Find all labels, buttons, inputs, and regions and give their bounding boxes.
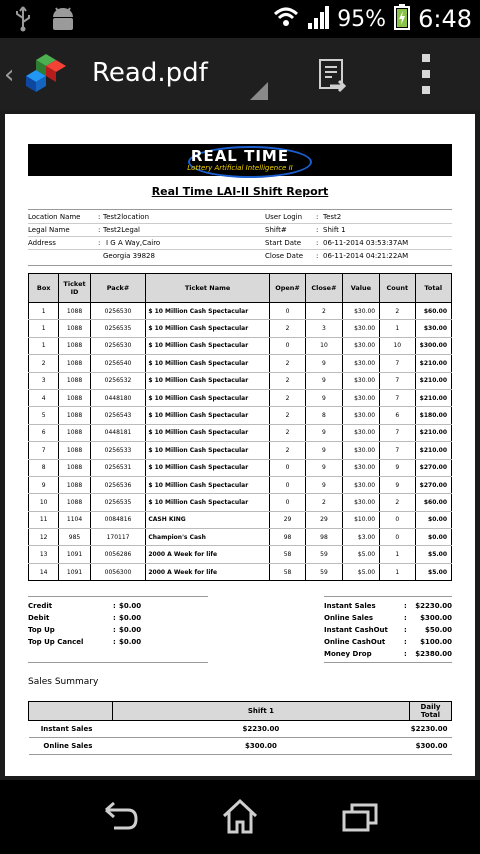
summary-value: $100.00 [420,638,452,646]
info-label: User Login [265,213,303,221]
summary-label: Credit [28,602,53,610]
cell: $30.00 [415,320,452,337]
cell: $210.00 [415,424,452,441]
info-value: 06-11-2014 04:21:22AM [323,252,409,260]
cell: 1 [380,320,415,337]
cell: $210.00 [415,442,452,459]
cell: 0256535 [90,494,146,511]
cell: 6 [380,407,415,424]
cell: 59 [306,546,342,563]
cell: $30.00 [342,372,379,389]
cell: 1088 [59,355,90,372]
document-title: Read.pdf [92,58,208,88]
cell: 14 [29,563,59,580]
cell: 9 [380,476,415,493]
share-document-icon[interactable] [312,56,352,96]
table-row [29,511,452,528]
cell: 2 [29,355,59,372]
table-row [29,721,452,738]
cell: $30.00 [342,442,379,459]
cell: 58 [269,563,305,580]
cell: 1 [380,563,415,580]
cell: $210.00 [415,372,452,389]
summary-value: $2380.00 [415,650,452,658]
cell: 0256533 [90,442,146,459]
cell: 7 [380,372,415,389]
summary-value: $300.00 [420,614,452,622]
cell: $2230.00 [112,721,409,738]
cell: 0056286 [90,546,146,563]
cell: $300.00 [415,337,452,354]
cell: $30.00 [342,459,379,476]
summary-label: Top Up [28,626,55,634]
cell: $30.00 [342,389,379,406]
table-row [29,738,452,755]
cell: $30.00 [342,320,379,337]
summary-value: $0.00 [119,602,142,610]
cell: $ 10 Million Cash Spectacular [146,442,269,459]
cell: 1088 [59,407,90,424]
recent-apps-icon[interactable] [340,798,380,836]
home-button-icon[interactable] [220,798,260,836]
row-label: Online Sales [29,738,113,755]
cell: 9 [29,476,59,493]
cell: 0256531 [90,459,146,476]
cell: 2 [380,303,415,320]
cell: 1 [29,337,59,354]
cell: 0448181 [90,424,146,441]
table-row [29,442,452,459]
cell: $300.00 [409,738,451,755]
info-label: Start Date [265,239,302,247]
cell: 59 [306,563,342,580]
cell: 7 [380,424,415,441]
summary-label: Top Up Cancel [28,638,84,646]
summary-label: Online CashOut [324,638,386,646]
cell: $2230.00 [409,721,451,738]
table-row [29,337,452,354]
info-value: Test2location [103,213,150,221]
table-row [29,476,452,493]
usb-icon [14,6,32,36]
cell: 1091 [59,563,90,580]
cell: 0084816 [90,511,146,528]
cell: 2 [269,372,305,389]
signal-icon [307,5,329,33]
navigation-bar [0,780,480,854]
cell: 0256530 [90,303,146,320]
column-header: Shift 1 [112,702,409,721]
cell: 7 [29,442,59,459]
cell: 1088 [59,476,90,493]
cell: 0 [269,459,305,476]
cell: 29 [306,511,342,528]
column-header: Total [415,274,452,303]
info-value: 06-11-2014 03:53:37AM [323,239,409,247]
battery-charging-icon [394,4,410,34]
clock: 6:48 [418,5,472,33]
info-label: Legal Name [28,226,70,234]
cell: 9 [306,355,342,372]
cell: 9 [306,389,342,406]
cell: 0256532 [90,372,146,389]
summary-value: $50.00 [424,626,452,634]
cell: 8 [306,407,342,424]
cell: 1088 [59,320,90,337]
summary-label: Online Sales [324,614,373,622]
cell: 0256536 [90,476,146,493]
cell: 10 [29,494,59,511]
title-dropdown-indicator-icon [250,82,268,100]
cell: 98 [306,529,342,546]
table-row [29,563,452,580]
cell: 2 [269,424,305,441]
cell: 1088 [59,389,90,406]
cell: 985 [59,529,90,546]
table-row [29,529,452,546]
pdf-viewer[interactable] [0,110,480,780]
cell: 0448180 [90,389,146,406]
cell: 0 [269,303,305,320]
cell: 1088 [59,459,90,476]
info-label: Address [28,239,56,247]
cell: 12 [29,529,59,546]
summary-value: $0.00 [119,614,142,622]
app-logo-icon[interactable] [22,50,70,98]
cell: 2000 A Week for life [146,563,269,580]
overflow-menu-icon[interactable] [420,54,432,94]
cell: 2 [380,494,415,511]
info-value: Shift 1 [323,226,346,234]
wifi-icon [273,6,299,32]
cell: 98 [269,529,305,546]
cell: 6 [29,424,59,441]
cell: 0 [380,529,415,546]
cell: Champion's Cash [146,529,269,546]
cell: 0256543 [90,407,146,424]
cell: $5.00 [415,546,452,563]
summary-label: Debit [28,614,50,622]
action-bar [0,38,480,110]
cell: 7 [380,442,415,459]
cell: $ 10 Million Cash Spectacular [146,494,269,511]
cell: $ 10 Million Cash Spectacular [146,372,269,389]
status-bar [0,0,480,38]
cell: 170117 [90,529,146,546]
cell: 9 [306,424,342,441]
column-header: Ticket Name [146,274,269,303]
table-header-row [29,702,452,721]
cell: 2 [269,320,305,337]
cell: 2 [306,303,342,320]
summary-label: Instant Sales [324,602,376,610]
summary-label: Money Drop [324,650,372,658]
summary-value: $0.00 [119,638,142,646]
cell: 10 [306,337,342,354]
cell: $ 10 Million Cash Spectacular [146,407,269,424]
info-value: Test2 [323,213,342,221]
logo-title: REAL TIME [190,147,290,165]
column-header: Box [29,274,59,303]
cell: 9 [306,442,342,459]
pdf-page [5,114,475,776]
cell: 5 [29,407,59,424]
cell: 2 [269,355,305,372]
table-row [29,372,452,389]
adjustments-summary: Credit : $0.00 Debit : $0.00 Top Up : $0.00 Top Up Cancel : $0.00 [28,596,208,663]
cell: $10.00 [342,511,379,528]
cell: $5.00 [415,563,452,580]
cell: 0056300 [90,563,146,580]
cell: $210.00 [415,389,452,406]
tickets-table [28,273,452,581]
cell: 1088 [59,442,90,459]
info-label: Location Name [28,213,81,221]
sales-summary-title: Sales Summary [28,677,99,687]
cell: $30.00 [342,337,379,354]
cell: 7 [380,389,415,406]
cell: $ 10 Million Cash Spectacular [146,424,269,441]
cell: $270.00 [415,476,452,493]
cell: $300.00 [112,738,409,755]
column-header: Count [380,274,415,303]
cell: 2 [269,407,305,424]
cell: 0 [269,337,305,354]
table-row [29,303,452,320]
cell: 2000 A Week for life [146,546,269,563]
row-label: Instant Sales [29,721,113,738]
cell: $5.00 [342,563,379,580]
table-row [29,407,452,424]
cell: $30.00 [342,476,379,493]
table-row [29,494,452,511]
cell: $0.00 [415,511,452,528]
cell: $210.00 [415,355,452,372]
table-row [29,320,452,337]
cell: $ 10 Million Cash Spectacular [146,459,269,476]
cell: 0256540 [90,355,146,372]
cell: $ 10 Million Cash Spectacular [146,303,269,320]
table-header-row [29,274,452,303]
summary-label: Instant CashOut [324,626,388,634]
cell: 1088 [59,337,90,354]
cell: 11 [29,511,59,528]
column-header: Daily Total [409,702,451,721]
table-row [29,389,452,406]
cell: $270.00 [415,459,452,476]
cell: $30.00 [342,407,379,424]
cell: 0 [380,511,415,528]
cell: $ 10 Million Cash Spectacular [146,389,269,406]
cell: $ 10 Million Cash Spectacular [146,337,269,354]
table-row [29,424,452,441]
table-row [29,355,452,372]
cell: 2 [269,389,305,406]
cell: 1 [29,320,59,337]
info-label: Shift# [265,226,287,234]
cell: 1088 [59,424,90,441]
cell: 1088 [59,494,90,511]
cell: $180.00 [415,407,452,424]
shift-info: Location Name : Test2location User Login : Test2 Legal Name : Test2Legal Shift# : Shift 1 Address : I G A Way,Cairo Start Date : 06-11-2014 03:53:37AM Georgia 39828 Close Date : 06-11-2014 04:21:22AM [28,209,452,266]
summary-value: $2230.00 [415,602,452,610]
cell: 3 [29,372,59,389]
cell: 0 [269,476,305,493]
cell: 58 [269,546,305,563]
table-row [29,459,452,476]
cell: $5.00 [342,546,379,563]
cell: 10 [380,337,415,354]
cell: $0.00 [415,529,452,546]
cell: 1 [380,546,415,563]
cell: 1088 [59,303,90,320]
cell: 0256535 [90,320,146,337]
cell: $30.00 [342,494,379,511]
sales-totals: Instant Sales : $2230.00 Online Sales : $300.00 Instant CashOut : $50.00 Online CashOut : $100.00 Money Drop : $2380.00 [324,596,452,663]
info-value: Test2Legal [103,226,140,234]
cell: $30.00 [342,355,379,372]
cell: 9 [306,372,342,389]
cell: $30.00 [342,424,379,441]
info-value: Georgia 39828 [103,252,155,260]
cell: $60.00 [415,303,452,320]
cell: 29 [269,511,305,528]
cell: 3 [306,320,342,337]
column-header: Open# [269,274,305,303]
table-row [29,546,452,563]
report-title: Real Time LAI-II Shift Report [151,185,329,198]
cell: $ 10 Million Cash Spectacular [146,355,269,372]
logo-banner [28,144,452,176]
cell: 1091 [59,546,90,563]
cell: 4 [29,389,59,406]
info-label: Close Date [265,252,304,260]
summary-value: $0.00 [119,626,142,634]
cell: 2 [269,442,305,459]
back-chevron-icon[interactable]: ‹ [4,60,15,90]
column-header [29,702,113,721]
cell: $30.00 [342,303,379,320]
cell: 13 [29,546,59,563]
logo-subtitle: Lottery Artificial Intelligence II [187,164,293,172]
cell: 8 [29,459,59,476]
column-header: Value [342,274,379,303]
back-button-icon[interactable] [100,798,140,836]
cell: 0 [269,494,305,511]
cell: 9 [306,476,342,493]
cell: $ 10 Million Cash Spectacular [146,476,269,493]
column-header: Pack# [90,274,146,303]
info-value: I G A Way,Cairo [106,239,161,247]
cell: 2 [306,494,342,511]
battery-percent: 95% [337,6,387,32]
cell: $60.00 [415,494,452,511]
cell: 1104 [59,511,90,528]
android-debug-icon [50,7,76,35]
cell: CASH KING [146,511,269,528]
column-header: Close# [306,274,342,303]
cell: $ 10 Million Cash Spectacular [146,320,269,337]
cell: 0256530 [90,337,146,354]
sales-summary-table [28,701,452,755]
cell: 9 [306,459,342,476]
cell: 1 [29,303,59,320]
cell: 9 [380,459,415,476]
cell: 7 [380,355,415,372]
cell: $3.00 [342,529,379,546]
cell: 1088 [59,372,90,389]
column-header: Ticket ID [59,274,90,303]
